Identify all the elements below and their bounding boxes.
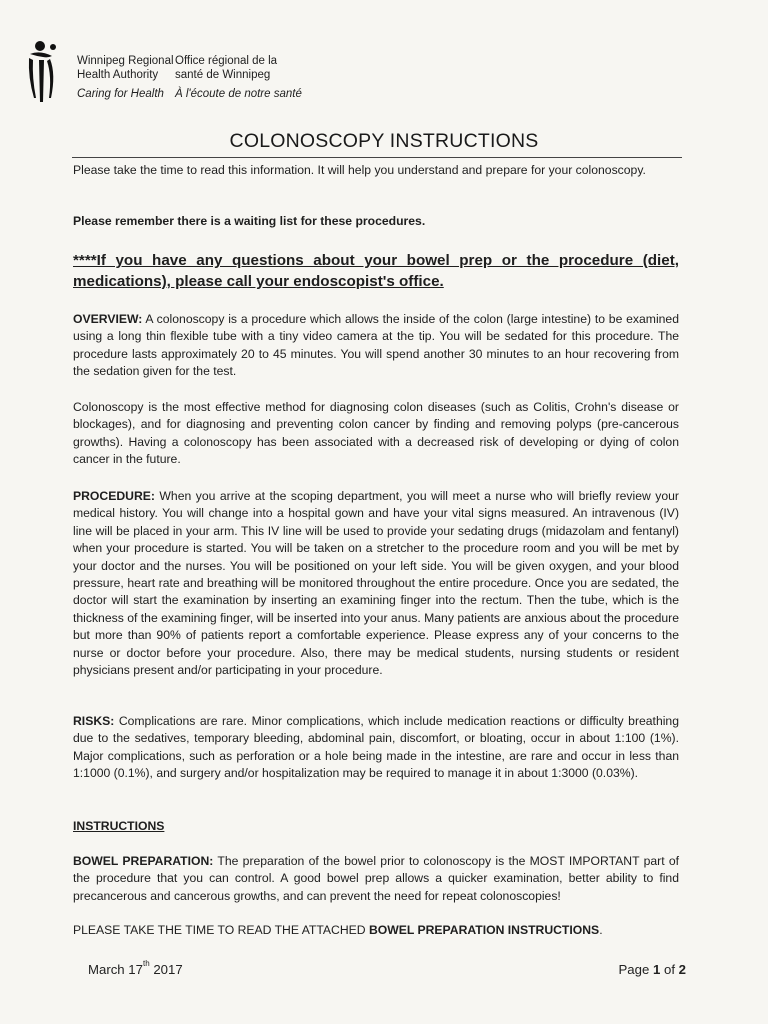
risks-label: RISKS:	[73, 714, 115, 728]
bowel-prep-paragraph	[73, 853, 679, 905]
bowel-prep-label: BOWEL PREPARATION:	[73, 854, 214, 868]
org-en-line2: Health Authority	[77, 68, 159, 81]
attached-prefix: PLEASE TAKE THE TIME TO READ THE ATTACHED	[73, 923, 369, 937]
footer-page-number	[619, 962, 686, 977]
page-mid: of	[660, 962, 679, 977]
page-prefix: Page	[618, 962, 653, 977]
org-fr-line1: Office régional de la	[175, 55, 278, 67]
org-fr-line2: santé de Winnipeg	[175, 68, 271, 81]
overview-label: OVERVIEW:	[73, 312, 143, 326]
organization-name-french	[175, 55, 302, 102]
org-fr-tagline: À l'écoute de notre santé	[175, 88, 302, 100]
title-divider	[72, 157, 682, 158]
effectiveness-paragraph: Colonoscopy is the most effective method for diagnosing colon diseases (such as Colitis, Crohn's disease or blockages), and for diagnosing and preventing colon cancer by finding and removing polyps (pre-cancerous growths). Having a colonoscopy has been associated with a decreased risk of developing or dying of colon cancer in the future.	[73, 400, 679, 467]
footer-date-year: 2017	[149, 962, 183, 977]
procedure-text: When you arrive at the scoping department, you will meet a nurse who will briefly review your medical history. You will change into a hospital gown and have your vital signs measured. An intravenous (IV) line will be placed in your arm. This IV line will be used to provide your sedating drugs (midazolam and fentanyl) when your procedure is started. You will be taken on a stretcher to the procedure room and you will be met by your doctor and the nurses. You will be positioned on your left side. You will be given oxygen, and your blood pressure, heart rate and breathing will be monitored throughout the entire procedure. Once you are sedated, the doctor will start the examination by inserting an examining finger into the rectum. Then the tube, which is the thickness of the examining finger, will be inserted into your anus. Many patients are anxious about the procedure but more than 90% of patients report a comfortable experience. Please express any of your concerns to the nurse or doctor before your procedure. Also, there may be medical students, nursing students or resident physicians present and/or participating in your procedure.	[73, 489, 679, 678]
overview-paragraph	[73, 311, 679, 381]
intro-paragraph: Please take the time to read this information. It will help you understand and prepare for your colonoscopy.	[73, 163, 646, 177]
footer-date-suffix: th	[142, 959, 150, 968]
questions-notice: ****If you have any questions about your bowel prep or the procedure (diet, medications), please call your endoscopist's office.	[73, 252, 679, 290]
risks-text: Complications are rare. Minor complications, which include medication reactions or difficulty breathing due to the sedatives, temporary bleeding, abdominal pain, discomfort, or bloating, occur in about 1:100 (1%). Major complications, such as perforation or a hole being made in the intestine, are rare and occur in less than 1:1000 (0.1%), and surgery and/or hospitalization may be required to manage it in about 1:3000 (0.03%).	[73, 714, 679, 781]
instructions-heading: INSTRUCTIONS	[73, 819, 165, 833]
org-en-line1: Winnipeg Regional	[77, 55, 174, 67]
org-en-tagline: Caring for Health	[77, 88, 164, 100]
attached-bold: BOWEL PREPARATION INSTRUCTIONS	[368, 923, 600, 937]
wrha-logo-icon	[26, 40, 60, 106]
risks-paragraph	[73, 713, 679, 783]
overview-text: A colonoscopy is a procedure which allows the inside of the colon (large intestine) to be examined using a long thin flexible tube with a tiny video camera at the tip. You will be sedated for this procedure. The procedure lasts approximately 20 to 45 minutes. You will spend another 30 minutes to an hour recovering from the sedation given for the test.	[73, 312, 679, 379]
document-title: COLONOSCOPY INSTRUCTIONS	[229, 130, 539, 152]
bowel-prep-text: The preparation of the bowel prior to colonoscopy is the MOST IMPORTANT part of the procedure that you can control. A good bowel prep allows a quicker examination, better ability to find precancerous and cancerous growths, and can prevent the need for repeat colonoscopies!	[73, 854, 680, 903]
footer-date	[88, 959, 183, 977]
organization-name-english	[77, 55, 174, 102]
procedure-paragraph	[73, 488, 679, 679]
footer-date-month-day: March 17	[88, 962, 143, 977]
attached-suffix: .	[599, 923, 603, 937]
attached-instructions-note	[73, 922, 679, 939]
page-current: 1	[652, 962, 661, 977]
procedure-label: PROCEDURE:	[73, 489, 155, 503]
waiting-list-notice: Please remember there is a waiting list for these procedures.	[73, 214, 426, 228]
page-total: 2	[678, 962, 686, 977]
